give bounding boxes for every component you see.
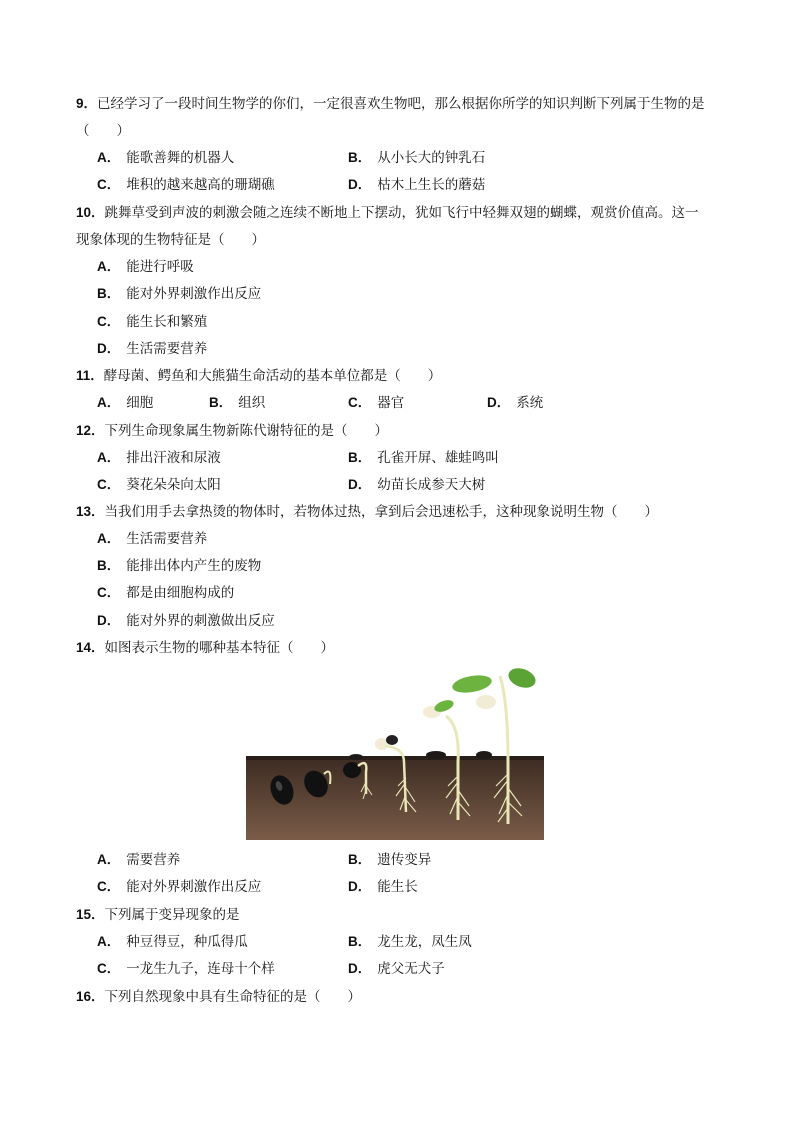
option-text: 能对外界刺激作出反应 xyxy=(126,879,262,895)
question-number: 16． xyxy=(76,989,105,1004)
question-number: 9． xyxy=(76,96,98,111)
option-letter: D． xyxy=(348,477,372,492)
question-10-option-a xyxy=(97,258,194,276)
question-13-option-d xyxy=(97,612,275,630)
option-letter: B． xyxy=(348,852,372,867)
option-text: 能对外界刺激作出反应 xyxy=(126,286,262,302)
option-text: 能生长 xyxy=(377,879,418,895)
question-13-stem xyxy=(76,503,658,521)
option-letter: D． xyxy=(348,961,372,976)
option-text: 器官 xyxy=(377,395,405,411)
option-text: 生活需要营养 xyxy=(126,531,208,547)
question-9-stem-line2: （ ） xyxy=(76,123,130,139)
option-text: 葵花朵朵向太阳 xyxy=(126,477,221,493)
question-number: 11． xyxy=(76,368,104,383)
option-text: 从小长大的钟乳石 xyxy=(377,150,486,166)
option-letter: C． xyxy=(348,395,372,410)
option-letter: A． xyxy=(97,395,121,410)
option-text: 种豆得豆，种瓜得瓜 xyxy=(126,934,248,950)
option-letter: B． xyxy=(209,395,233,410)
option-letter: D． xyxy=(487,395,511,410)
option-letter: B． xyxy=(97,558,121,573)
question-10-option-c xyxy=(97,313,207,331)
option-text: 能进行呼吸 xyxy=(126,259,194,275)
option-text: 幼苗长成参天大树 xyxy=(377,477,486,493)
question-15-option-c xyxy=(97,960,275,978)
option-letter: D． xyxy=(348,177,372,192)
option-text: 都是由细胞构成的 xyxy=(126,585,235,601)
option-letter: D． xyxy=(97,613,121,628)
option-letter: A． xyxy=(97,934,121,949)
option-text: 龙生龙，凤生凤 xyxy=(377,934,472,950)
option-text: 能生长和繁殖 xyxy=(126,314,208,330)
question-number: 10． xyxy=(76,205,105,220)
option-letter: B． xyxy=(97,286,121,301)
seed-germination-illustration xyxy=(246,662,544,842)
option-text: 组织 xyxy=(238,395,266,411)
question-14-option-b xyxy=(348,851,431,869)
question-9-option-b xyxy=(348,149,485,167)
question-number: 12． xyxy=(76,423,105,438)
question-12-option-b xyxy=(348,449,499,467)
option-text: 系统 xyxy=(516,395,544,411)
question-15-option-d xyxy=(348,960,445,978)
question-15-stem xyxy=(76,906,240,924)
question-text: 当我们用手去拿热烫的物体时，若物体过热，拿到后会迅速松手，这种现象说明生物（ ） xyxy=(104,504,659,520)
question-9-stem-line1 xyxy=(76,95,705,113)
question-11-stem xyxy=(76,367,441,385)
option-letter: C． xyxy=(97,314,121,329)
option-letter: A． xyxy=(97,259,121,274)
option-letter: A． xyxy=(97,450,121,465)
question-14-option-a xyxy=(97,851,180,869)
question-text: 下列生命现象属生物新陈代谢特征的是（ ） xyxy=(104,423,389,439)
option-letter: A． xyxy=(97,531,121,546)
question-text: 已经学习了一段时间生物学的你们，一定很喜欢生物吧，那么根据你所学的知识判断下列属于生物的是 xyxy=(97,96,705,112)
option-text: 虎父无犬子 xyxy=(377,961,445,977)
question-14-option-c xyxy=(97,878,261,896)
option-letter: B． xyxy=(348,450,372,465)
question-text: 跳舞草受到声波的刺激会随之连续不断地上下摆动，犹如飞行中轻舞双翅的蝴蝶，观赏价值高。这一 xyxy=(104,205,699,221)
option-letter: D． xyxy=(97,341,121,356)
question-number: 15． xyxy=(76,907,105,922)
question-9-option-c xyxy=(97,176,275,194)
option-letter: A． xyxy=(97,852,121,867)
question-14-option-d xyxy=(348,878,418,896)
question-15-option-b xyxy=(348,933,472,951)
option-letter: A． xyxy=(97,150,121,165)
question-9-option-a xyxy=(97,149,234,167)
question-13-option-a xyxy=(97,530,207,548)
option-text: 排出汗液和尿液 xyxy=(126,450,221,466)
question-text: 下列属于变异现象的是 xyxy=(104,907,240,923)
question-text: 酵母菌、鳄鱼和大熊猫生命活动的基本单位都是（ ） xyxy=(103,368,442,384)
question-10-stem-line2: 现象体现的生物特征是（ ） xyxy=(76,232,265,248)
option-letter: C． xyxy=(97,177,121,192)
option-text: 遗传变异 xyxy=(377,852,432,868)
option-text: 一龙生九子，连母十个样 xyxy=(126,961,275,977)
question-16-stem xyxy=(76,988,361,1006)
seedling-stage-6 xyxy=(476,695,496,709)
question-9-option-d xyxy=(348,176,485,194)
option-letter: C． xyxy=(97,585,121,600)
question-10-option-d xyxy=(97,340,207,358)
question-11-option-a xyxy=(97,394,153,412)
question-text: 下列自然现象中具有生命特征的是（ ） xyxy=(104,989,362,1005)
question-text: 如图表示生物的哪种基本特征（ ） xyxy=(104,640,335,656)
option-letter: C． xyxy=(97,477,121,492)
question-12-option-d xyxy=(348,476,485,494)
question-number: 13． xyxy=(76,504,105,519)
option-letter: B． xyxy=(348,934,372,949)
question-12-stem xyxy=(76,422,388,440)
question-11-option-c xyxy=(348,394,404,412)
option-letter: C． xyxy=(97,961,121,976)
option-text: 枯木上生长的蘑菇 xyxy=(377,177,486,193)
question-12-option-c xyxy=(97,476,221,494)
question-15-option-a xyxy=(97,933,248,951)
question-number: 14． xyxy=(76,640,105,655)
question-13-option-c xyxy=(97,584,234,602)
question-10-stem-line1 xyxy=(76,204,699,222)
option-text: 能对外界的刺激做出反应 xyxy=(126,613,275,629)
question-11-option-d xyxy=(487,394,543,412)
option-text: 能歌善舞的机器人 xyxy=(126,150,235,166)
option-text: 堆积的越来越高的珊瑚礁 xyxy=(126,177,275,193)
question-10-option-b xyxy=(97,285,261,303)
question-14-stem xyxy=(76,639,334,657)
option-text: 能排出体内产生的废物 xyxy=(126,558,262,574)
question-11-option-b xyxy=(209,394,265,412)
option-letter: B． xyxy=(348,150,372,165)
option-letter: D． xyxy=(348,879,372,894)
option-text: 生活需要营养 xyxy=(126,341,208,357)
option-text: 细胞 xyxy=(126,395,154,411)
option-text: 需要营养 xyxy=(126,852,181,868)
question-12-option-a xyxy=(97,449,221,467)
option-letter: C． xyxy=(97,879,121,894)
question-13-option-b xyxy=(97,557,261,575)
option-text: 孔雀开屏、雄蛙鸣叫 xyxy=(377,450,499,466)
